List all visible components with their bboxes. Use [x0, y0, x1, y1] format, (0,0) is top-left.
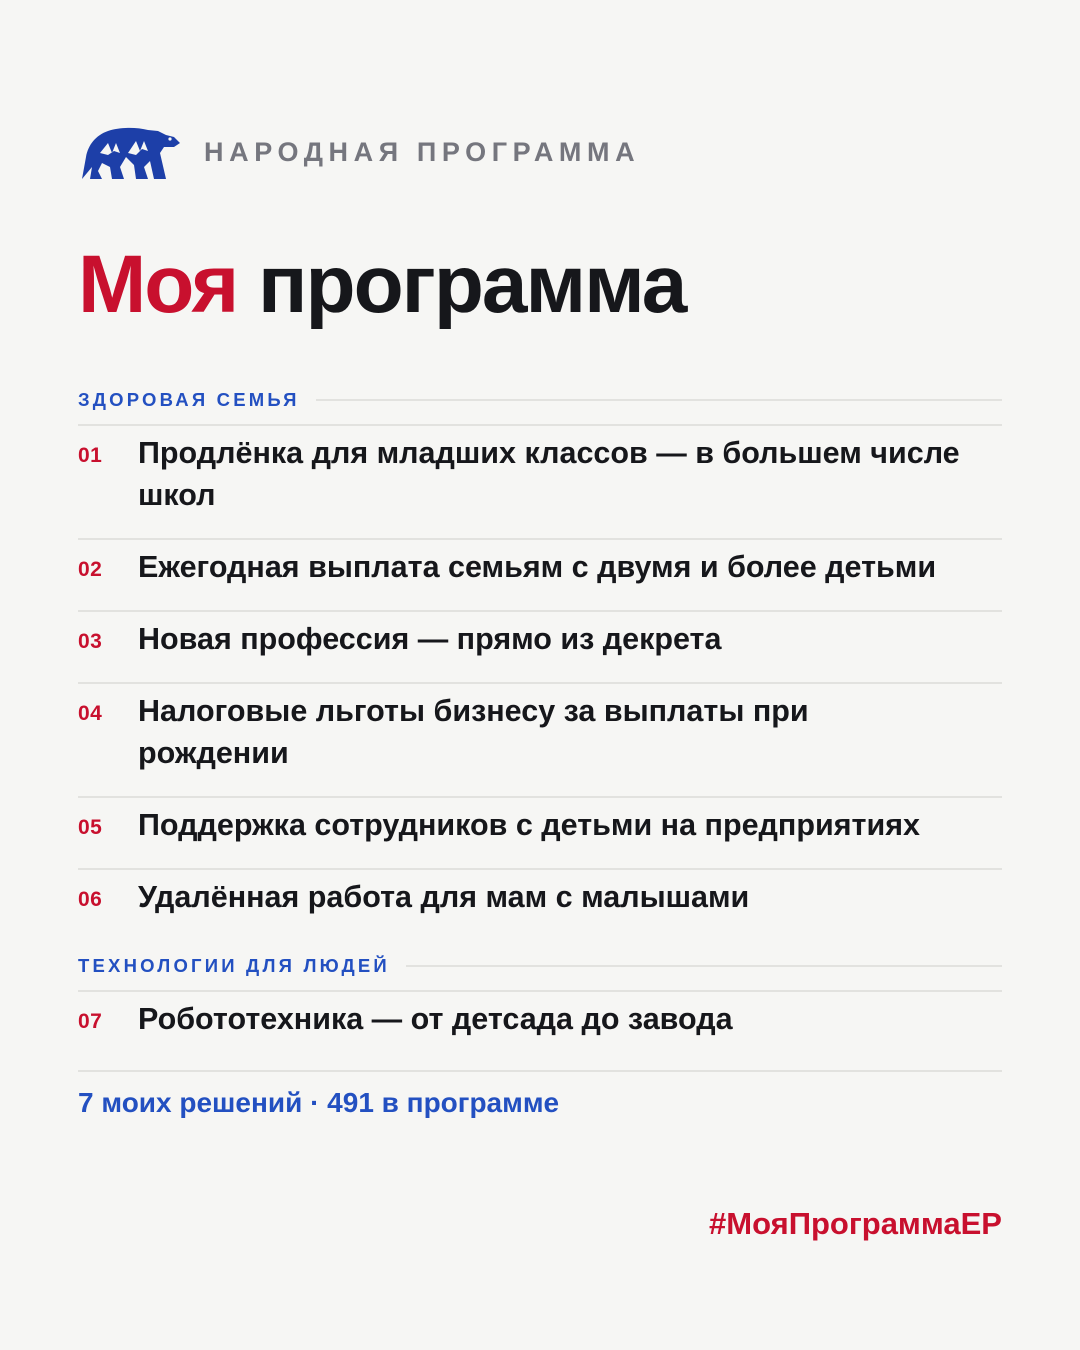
list-item	[78, 796, 1002, 868]
title-accent: Моя	[78, 239, 238, 330]
section-label: ЗДОРОВАЯ СЕМЬЯ	[78, 389, 300, 410]
item-text: Продлёнка для младших классов — в большем числе школ	[138, 436, 960, 512]
item-number: 01	[78, 444, 103, 467]
item-number: 02	[78, 558, 103, 581]
section-header	[78, 955, 1002, 977]
list-item	[78, 682, 1002, 796]
item-text: Ежегодная выплата семьям с двумя и более детьми	[138, 550, 937, 584]
brand-header	[78, 122, 640, 182]
summary-text: 7 моих решений · 491 в программе	[78, 1087, 560, 1118]
section-divider	[316, 399, 1002, 401]
bear-logo-icon	[78, 123, 182, 181]
list-item	[78, 868, 1002, 940]
program-card	[78, 0, 1002, 1350]
item-number: 07	[78, 1010, 103, 1033]
item-number: 04	[78, 702, 103, 725]
hashtag: #МояПрограммаЕР	[709, 1206, 1002, 1241]
item-number: 06	[78, 888, 103, 911]
list-item	[78, 990, 1002, 1070]
list-item	[78, 538, 1002, 610]
item-text: Налоговые льготы бизнесу за выплаты при рождении	[138, 694, 809, 770]
item-text: Удалённая работа для мам с малышами	[138, 880, 750, 914]
section-divider	[406, 965, 1002, 967]
list-item	[78, 424, 1002, 538]
section-header	[78, 389, 1002, 411]
title-main: программа	[257, 239, 686, 330]
list-item	[78, 610, 1002, 682]
item-number: 05	[78, 816, 103, 839]
bottom-divider	[78, 1070, 1002, 1072]
item-number: 03	[78, 630, 103, 653]
item-text: Поддержка сотрудников с детьми на предприятиях	[138, 808, 920, 842]
section-label: ТЕХНОЛОГИИ ДЛЯ ЛЮДЕЙ	[78, 955, 390, 976]
item-text: Новая профессия — прямо из декрета	[138, 622, 722, 656]
page-title	[78, 240, 685, 330]
brand-name: НАРОДНАЯ ПРОГРАММА	[204, 136, 641, 167]
item-text: Робототехника — от детсада до завода	[138, 1002, 733, 1036]
